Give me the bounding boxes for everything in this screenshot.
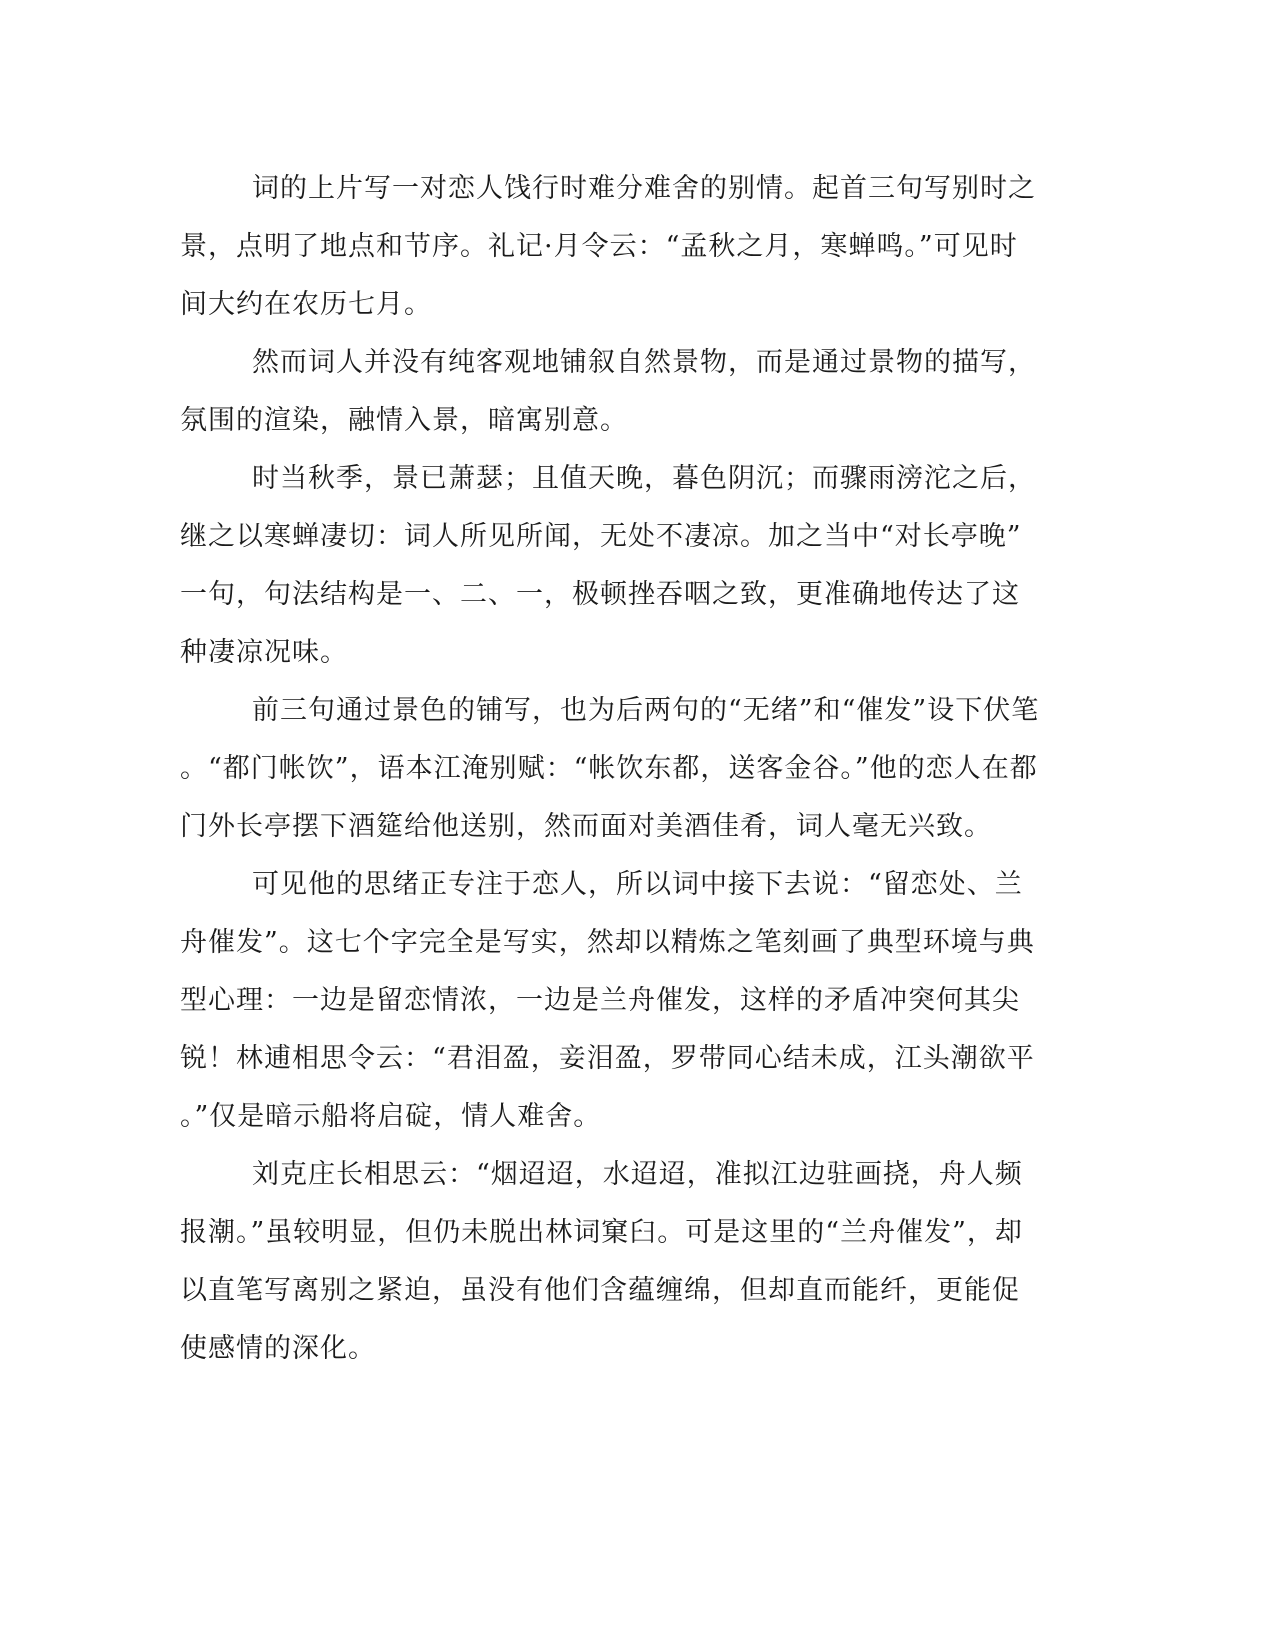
paragraph-line: 型心理：一边是留恋情浓，一边是兰舟催发，这样的矛盾冲突何其尖 [180,985,1020,1016]
paragraph [180,450,1040,682]
paragraph-line: 门外长亭摆下酒筵给他送别，然而面对美酒佳肴，词人毫无兴致。 [180,811,992,842]
paragraph-line: 景，点明了地点和节序。礼记·月令云：“孟秋之月，寒蝉鸣。”可见时 [180,231,1018,262]
paragraph-line: 继之以寒蝉凄切：词人所见所闻，无处不凄凉。加之当中“对长亭晚” [180,521,1022,552]
paragraph-line: 种凄凉况味。 [180,637,348,668]
paragraph-line: 锐！林逋相思令云：“君泪盈，妾泪盈，罗带同心结未成，江头潮欲平 [180,1043,1035,1074]
paragraph-line: 氛围的渲染，融情入景，暗寓别意。 [180,405,628,436]
paragraph [180,1146,1040,1378]
paragraph [180,682,1040,856]
paragraph-line: 然而词人并没有纯客观地铺叙自然景物，而是通过景物的描写， [252,347,1036,378]
paragraph [180,334,1040,450]
paragraph-line: 时当秋季，景已萧瑟；且值天晚，暮色阴沉；而骤雨滂沱之后， [252,463,1036,494]
document-body [180,160,1040,1378]
paragraph-line: 。“都门帐饮”，语本江淹别赋：“帐饮东都，送客金谷。”他的恋人在都 [180,753,1038,784]
paragraph-line: 一句，句法结构是一、二、一，极顿挫吞咽之致，更准确地传达了这 [180,579,1020,610]
paragraph-line: 舟催发”。这七个字完全是写实，然却以精炼之笔刻画了典型环境与典 [180,927,1035,958]
paragraph-line: 刘克庄长相思云：“烟迢迢，水迢迢，准拟江边驻画挠，舟人频 [252,1159,1023,1190]
paragraph-line: 以直笔写离别之紧迫，虽没有他们含蕴缠绵，但却直而能纤，更能促 [180,1275,1020,1306]
paragraph-line: 间大约在农历七月。 [180,289,432,320]
paragraph-line: 使感情的深化。 [180,1333,376,1364]
paragraph-line: 前三句通过景色的铺写，也为后两句的“无绪”和“催发”设下伏笔 [252,695,1040,726]
paragraph-line: 报潮。”虽较明显，但仍未脱出林词窠臼。可是这里的“兰舟催发”，却 [180,1217,1023,1248]
paragraph-line: 可见他的思绪正专注于恋人，所以词中接下去说：“留恋处、兰 [252,869,1023,900]
paragraph [180,856,1040,1146]
paragraph-line: 。”仅是暗示船将启碇，情人难舍。 [180,1101,602,1132]
paragraph [180,160,1040,334]
paragraph-line: 词的上片写一对恋人饯行时难分难舍的别情。起首三句写别时之 [252,173,1036,204]
